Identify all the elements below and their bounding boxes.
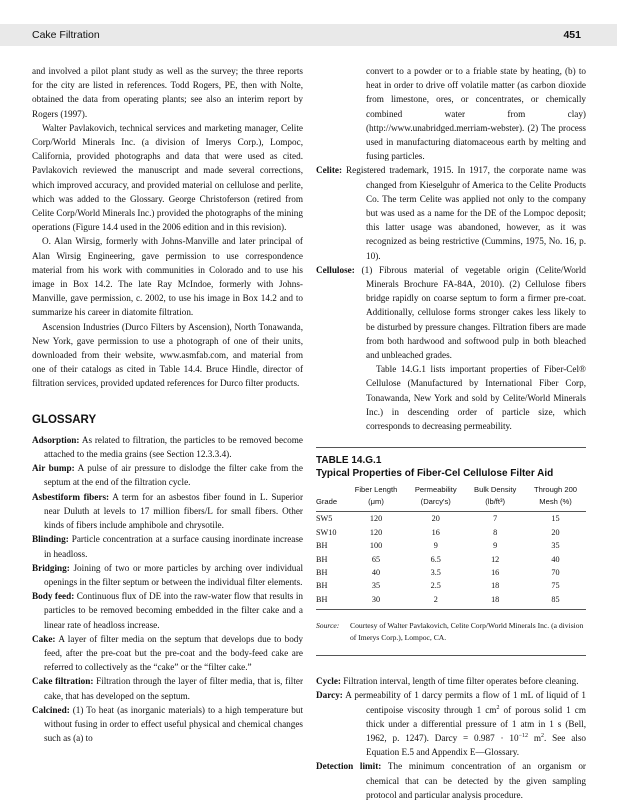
body-paragraph: O. Alan Wirsig, formerly with Johns-Manville and later principal of Alan Wirsig Engineering, gave permission to use correspondence material from his work with communities in Colorado and to use his image in Box 14.2. The late Ray McIndoe, formerly with Johns-Manville, gave permission, c. 2002, to use his image in Box 14.2 and to summarize his career in diatomite filtration.	[32, 236, 303, 318]
fiber-cel-properties-table	[316, 484, 586, 610]
header-cell: Fiber Length (μm)	[346, 484, 406, 512]
table-block	[316, 447, 586, 656]
glossary-definition: A pulse of air pressure to dislodge the filter cake from the septum at the end of the filtration cycle.	[44, 463, 303, 488]
glossary-entry-cake-filtration	[32, 674, 303, 702]
glossary-definition: Filtration through the layer of filter media, that is, filter cake, that has developed on the septum.	[44, 676, 304, 701]
header-cell: Bulk Density (lb/ft³)	[465, 484, 525, 512]
glossary-term: Cycle:	[316, 676, 341, 687]
glossary-entry-bridging	[32, 561, 303, 589]
glossary-entry-celite	[316, 163, 586, 262]
glossary-term: Darcy:	[316, 690, 343, 701]
glossary-term: Cake:	[32, 633, 56, 644]
glossary-term: Blinding:	[32, 534, 69, 545]
glossary-definition: (1) Fibrous material of vegetable origin (Celite/World Minerals Brochure FA-84A, 2010). (2) Cellulose fibers bridge rapidly on coarse septum to form a firmer pre-coat. Additionally, cellulose forms stronger cakes less likely to be disturbed by pressure changes. Filtration fibers are made from both hardwood and softwood pulp in both bleached and unbleached grades.	[361, 264, 586, 361]
glossary-term: Celite:	[316, 165, 343, 176]
glossary-entry-cake	[32, 632, 303, 675]
glossary-term: Air bump:	[32, 463, 75, 474]
header-cell: Through 200 Mesh (%)	[525, 484, 586, 512]
table-row: BH 35 2.5 18 75	[316, 581, 560, 591]
glossary-term: Body feed:	[32, 591, 75, 602]
glossary-definition: A permeability of 1 darcy permits a flow of 1 mL of liquid of 1 centipoise viscosity through 1 $cm^2$ of porous solid 1 cm thick under a differential pressure of 1 atm in 1 s (Bell, 1962, p. 1247). Darcy = $0.987 \cdot 10^{-12}$ $m^2$. See also Equation E.5 and Appendix E—Glossary.	[345, 690, 586, 758]
glossary-definition: (1) To heat (as inorganic materials) to a high temperature but without fusing in order to effect useful physical and chemical changes such as (a) to	[44, 704, 303, 744]
header-cell: Permeability (Darcy's)	[406, 484, 465, 512]
glossary-definition: A layer of filter media on the septum that develops due to body feed, after the pre-coat but the pre-coat and the body-feed cake are referred to collectively as the “cake” or the “filter cake.”	[44, 633, 303, 673]
table-row: SW10 120 16 8 20	[316, 527, 560, 537]
table-row: BH 30 2 18 85	[316, 593, 586, 610]
glossary-entry-asbestiform-fibers	[32, 490, 303, 533]
glossary-definition: A term for an asbestos fiber found in L. Superior near Duluth at levels to 17 million fibers/L for small fibers. Other kinds of fibers include amphibole and chrysotile.	[44, 491, 304, 531]
glossary-heading: GLOSSARY	[32, 413, 97, 426]
glossary-entry-air-bump	[32, 461, 303, 489]
table-row: BH 100 9 9 35	[316, 541, 560, 551]
table-row: SW5 120 20 7 15	[316, 514, 560, 524]
glossary-definition: The minimum concentration of an organism or chemical that can be detected by the given sampling protocol and particular analysis procedure.	[366, 761, 586, 800]
source-text: Courtesy of Walter Pavlakovich, Celite Corp/World Minerals Inc. (a division of Imerys Corp.), Lompoc, CA.	[350, 621, 584, 642]
body-paragraph: and involved a pilot plant study as well as the survey; the three reports for the city are listed in references. Todd Rogers, PE, then with Nolte, obtained the data from operating plants; see also an interim report by Rogers (1997).	[32, 66, 303, 119]
header-cell: Grade	[316, 484, 346, 512]
table-top-rule	[316, 447, 586, 448]
right-column	[316, 64, 586, 802]
table-number: TABLE 14.G.1	[316, 455, 382, 467]
glossary-term: Bridging:	[32, 562, 70, 573]
table-header-row	[316, 484, 586, 512]
page-number: 451	[563, 29, 581, 41]
source-label: Source:	[316, 621, 340, 631]
running-title: Cake Filtration	[32, 29, 100, 41]
table-source	[316, 620, 586, 656]
glossary-right-bottom	[316, 674, 586, 802]
cellulose-table-note: Table 14.G.1 lists important properties of Fiber-Cel® Cellulose (Manufactured by International Fiber Corp, Tonawanda, New York and sold by Celite/World Minerals Inc.) in descending order of particle size, which corresponds to decreasing permeability.	[366, 364, 586, 432]
running-header	[0, 24, 617, 46]
glossary-definition: Registered trademark, 1915. In 1917, the corporate name was changed from Kieselguhr of America to the Celite Products Co. The term Celite was applied not only to the company but was used as a name for the DE of the Lompoc deposit; this latter usage was abandoned, however, as it was recognized as being restrictive (Cummins, 1975, No. 16, p. 10).	[346, 165, 587, 261]
glossary-definition: Particle concentration at a surface causing inordinate increase in headloss.	[44, 534, 304, 559]
glossary-term: Adsorption:	[32, 434, 80, 445]
table-title: Typical Properties of Fiber-Cel Cellulose Filter Aid	[316, 468, 554, 480]
glossary-entry-darcy	[316, 688, 586, 759]
glossary-entry-cycle	[316, 674, 586, 688]
body-paragraph: Ascension Industries (Durco Filters by Ascension), North Tonawanda, New York, gave permission to use a photograph of one of their units, downloaded from their website, www.asmfab.com, and material from one of their catalogs as cited in Table 14.4. Bruce Hindle, director of filtration services, provided updated references for Durco filter products.	[32, 321, 303, 389]
glossary-term: Cellulose:	[316, 264, 355, 275]
glossary-definition: Filtration interval, length of time filter operates before cleaning.	[343, 676, 579, 687]
glossary-definition: Joining of two or more particles by arching over individual openings in the filter septum or between the individual filter elements.	[44, 562, 304, 587]
table-row: BH 65 6.5 12 40	[316, 554, 560, 564]
body-paragraph: Walter Pavlakovich, technical services and marketing manager, Celite Corp/World Minerals Inc. (a division of Imerys Corp.), Lompoc, California, provided photographs and data that were used as cited. Pavlakovich reviewed the manuscript and made several corrections, which improved accuracy, and provided material on cellulose and perlite, which was added to the Glossary. George Christoferson (retired from Celite Corp/World Minerals Inc.) provided the photographs of the mining operations (Figure 14.4 used in the 2006 edition and in this revision).	[32, 122, 303, 233]
glossary-entry-adsorption	[32, 433, 303, 461]
glossary-term: Calcined:	[32, 704, 70, 715]
glossary-term: Cake filtration:	[32, 676, 94, 687]
glossary-entry-body-feed	[32, 589, 303, 632]
glossary-entry-calcined	[32, 703, 303, 746]
table-row: BH 40 3.5 16 70	[316, 567, 560, 577]
left-column	[32, 64, 303, 745]
glossary-entry-detection-limit	[316, 759, 586, 802]
glossary-definition: Continuous flux of DE into the raw-water flow that results in particles to be removed becoming embedded in the filter cake and a linear rate of headloss increase.	[44, 591, 303, 630]
glossary-continuation: convert to a powder or to a friable state by heating, (b) to heat in order to drive off volatile matter (as carbon dioxide from limestone, ores, or concentrates, or chemically combined water from clay) (http://www.unabridged.merriam-webster). (2) The process used in manufacturing diatomaceous earth by melting and fusing particles.	[366, 66, 586, 162]
glossary-term: Asbestiform fibers:	[32, 491, 110, 502]
glossary-entry-cellulose	[316, 263, 586, 362]
glossary-entry-blinding	[32, 532, 303, 560]
glossary-definition: As related to filtration, the particles to be removed become attached to the media grains (see Section 12.3.3.4).	[44, 434, 303, 460]
glossary-term: Detection limit:	[316, 761, 382, 772]
